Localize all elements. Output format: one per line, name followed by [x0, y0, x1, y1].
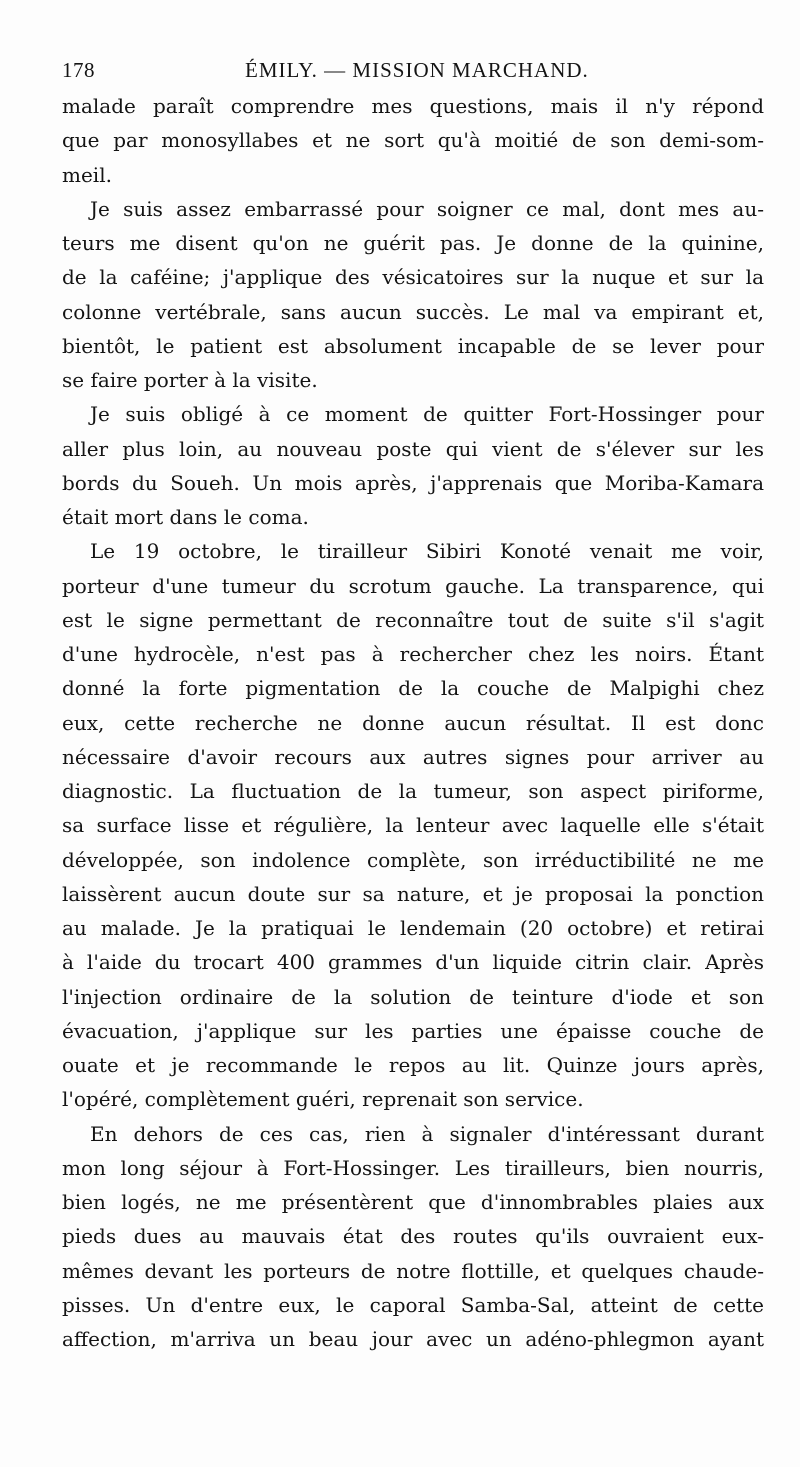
body-text	[62, 89, 764, 1356]
text-line: affection, m'arriva un beau jour avec un adéno-phlegmon ayant	[62, 1327, 764, 1351]
text-line: évacuation, j'applique sur les parties une épaisse couche de	[62, 1018, 764, 1043]
text-line: au malade. Je la pratiquai le lendemain (20 octobre) et retirai	[62, 916, 764, 940]
text-line: aller plus loin, au nouveau poste qui vient de s'élever sur les	[62, 436, 764, 461]
text-line: nécessaire d'avoir recours aux autres signes pour arriver au	[62, 744, 764, 769]
text-line: mon long séjour à Fort-Hossinger. Les tirailleurs, bien nourris,	[62, 1155, 764, 1180]
text-line: meil.	[62, 162, 112, 187]
text-line: développée, son indolence complète, son irréductibilité ne me	[62, 847, 764, 872]
text-line: à l'aide du trocart 400 grammes d'un liquide citrin clair. Après	[62, 950, 764, 975]
text-line: était mort dans le coma.	[62, 505, 309, 529]
text-line: ouate et je recommande le repos au lit. Quinze jours après,	[62, 1053, 764, 1077]
text-line: bientôt, le patient est absolument incapable de se lever pour	[62, 333, 764, 358]
text-line: diagnostic. La fluctuation de la tumeur, son aspect piriforme,	[62, 779, 764, 803]
text-line: mêmes devant les porteurs de notre flottille, et quelques chaude-	[62, 1258, 764, 1283]
text-line: que par monosyllabes et ne sort qu'à moitié de son demi-som-	[62, 128, 764, 153]
text-line: pisses. Un d'entre eux, le caporal Samba-Sal, atteint de cette	[62, 1292, 764, 1317]
page-number: 178	[62, 58, 95, 82]
text-line: de la caféine; j'applique des vésicatoires sur la nuque et sur la	[62, 265, 764, 290]
text-line: Je suis assez embarrassé pour soigner ce mal, dont mes au-	[90, 196, 764, 221]
text-line: est le signe permettant de reconnaître tout de suite s'il s'agit	[62, 607, 764, 632]
text-line: se faire porter à la visite.	[62, 368, 318, 392]
text-line: Je suis obligé à ce moment de quitter Fort-Hossinger pour	[90, 402, 764, 427]
text-line: sa surface lisse et régulière, la lenteur avec laquelle elle s'était	[62, 813, 764, 838]
text-line: Le 19 octobre, le tirailleur Sibiri Konoté venait me voir,	[90, 539, 764, 564]
text-line: En dehors de ces cas, rien à signaler d'intéressant durant	[90, 1121, 764, 1146]
text-line: pieds dues au mauvais état des routes qu'ils ouvraient eux-	[62, 1224, 764, 1249]
text-line: eux, cette recherche ne donne aucun résultat. Il est donc	[62, 710, 764, 735]
text-line: colonne vertébrale, sans aucun succès. Le mal va empirant et,	[62, 299, 764, 324]
text-line: l'injection ordinaire de la solution de teinture d'iode et son	[62, 984, 764, 1009]
text-line: porteur d'une tumeur du scrotum gauche. La transparence, qui	[62, 573, 764, 598]
text-line: malade paraît comprendre mes questions, mais il n'y répond	[62, 94, 764, 118]
text-line: d'une hydrocèle, n'est pas à rechercher chez les noirs. Étant	[62, 642, 764, 666]
text-line: laissèrent aucun doute sur sa nature, et je proposai la ponction	[62, 881, 764, 906]
text-line: donné la forte pigmentation de la couche de Malpighi chez	[62, 676, 764, 701]
running-title: ÉMILY. — MISSION MARCHAND.	[245, 58, 589, 82]
text-line: bords du Soueh. Un mois après, j'apprenais que Moriba-Kamara	[62, 470, 764, 495]
text-line: bien logés, ne me présentèrent que d'innombrables plaies aux	[62, 1190, 764, 1214]
text-line: teurs me disent qu'on ne guérit pas. Je donne de la quinine,	[62, 231, 764, 255]
text-line: l'opéré, complètement guéri, reprenait son service.	[62, 1087, 584, 1112]
running-head	[62, 58, 762, 88]
